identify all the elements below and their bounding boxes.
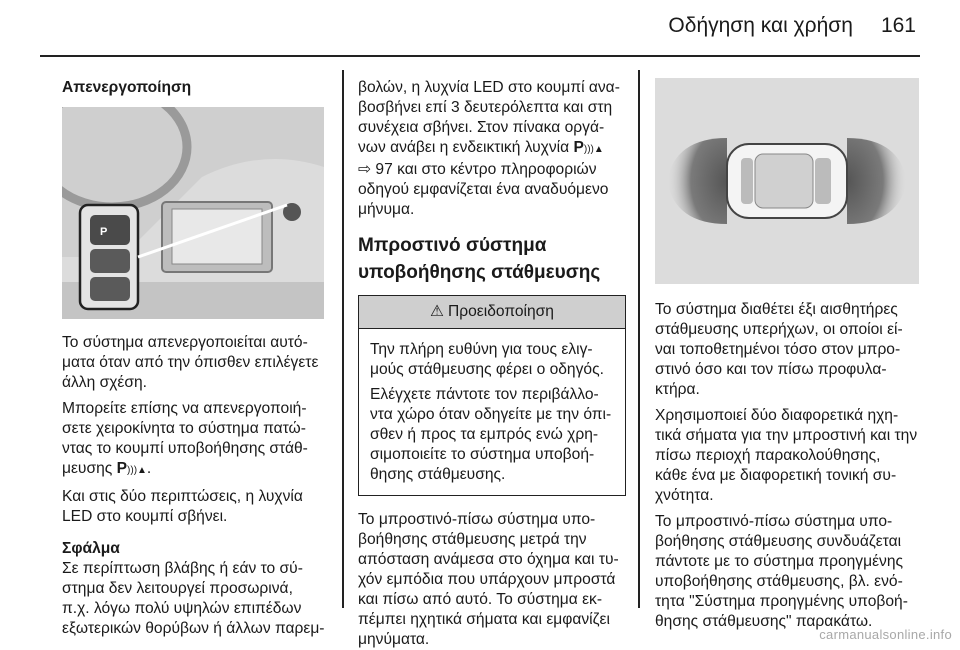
warning-line: Ελέγχετε πάντοτε τον περιβάλλο- <box>370 386 599 403</box>
cont-line <box>358 138 626 160</box>
warning-line: ντα χώρο όταν οδηγείτε με την όπι- <box>370 406 612 423</box>
cont-line <box>358 160 626 180</box>
para-line: μηνύματα. <box>358 631 430 648</box>
cont-line: βοσβήνει επί 3 δευτερόλεπτα και στη <box>358 99 613 116</box>
warning-line: σιμοποιείτε το σύστημα υποβοή- <box>370 446 595 463</box>
p2-line: Χρησιμοποιεί δύο διαφορετικά ηχη- <box>655 407 899 424</box>
warning-line: θησης στάθμευσης. <box>370 466 506 483</box>
cont-text: νων ανάβει η ενδεικτική λυχνία <box>358 139 570 156</box>
warning-line: μούς στάθμευσης φέρει ο οδηγός. <box>370 361 604 378</box>
p2-line: πίσω περιοχή παρακολούθησης, <box>655 447 881 464</box>
svg-text:P: P <box>100 226 108 238</box>
para-line: βοήθησης στάθμευσης μετρά την <box>358 531 587 548</box>
error-line: στημα δεν λειτουργεί προσωρινά, <box>62 580 293 597</box>
error-line: εξωτερικών θορύβων ή άλλων παρεμ- <box>62 620 325 637</box>
error-line: π.χ. λόγω πολύ υψηλών επιπέδων <box>62 600 302 617</box>
column-divider-2 <box>638 70 640 608</box>
park-assist-button-illustration <box>62 107 324 319</box>
section-heading: Μπροστινό σύστημα <box>358 235 547 256</box>
p2-line: τικά σήματα για την μπροστινή και την <box>655 427 918 444</box>
p3-line: τητα "Σύστημα προηγμένης υποβοή- <box>655 593 908 610</box>
p3-line: Το μπροστινό-πίσω σύστημα υπο- <box>655 513 893 530</box>
car-sensor-coverage-illustration <box>655 78 919 284</box>
park-waves-icon: )))▲ <box>583 144 604 155</box>
warning-header <box>359 296 625 329</box>
para1-line: άλλη σχέση. <box>62 374 148 391</box>
para3-line: Και στις δύο περιπτώσεις, η λυχνία <box>62 488 303 505</box>
column-3 <box>655 78 921 632</box>
p3-line: πάντοτε με το σύστημα προηγμένης <box>655 553 904 570</box>
p2-line: κάθε ένα με διαφορετική τονική συ- <box>655 467 897 484</box>
column-1 <box>62 78 328 639</box>
p3-line: θησης στάθμευσης" παρακάτω. <box>655 613 873 630</box>
warning-box <box>358 295 626 496</box>
page-ref-icon[interactable]: ⇨ <box>358 161 372 178</box>
section-title: Απενεργοποίηση <box>62 79 192 96</box>
park-assist-symbol: P <box>116 460 128 477</box>
para2-text: μευσης <box>62 460 113 477</box>
cont-line: συνέχεια σβήνει. Στον πίνακα οργά- <box>358 119 605 136</box>
error-title: Σφάλμα <box>62 540 120 557</box>
warning-line: Την πλήρη ευθύνη για τους ελιγ- <box>370 341 593 358</box>
header-rule <box>40 55 920 57</box>
error-line: Σε περίπτωση βλάβης ή εάν το σύ- <box>62 560 303 577</box>
warning-body <box>359 329 625 495</box>
para1-line: ματα όταν από την όπισθεν επιλέγετε <box>62 354 319 371</box>
p1-line: ναι τοποθετημένοι τόσο στον μπρο- <box>655 341 901 358</box>
para2-line: σετε χειροκίνητα το σύστημα πατώ- <box>62 420 306 437</box>
column-divider-1 <box>342 70 344 608</box>
para-line: πέμπει ηχητικά σήματα και εμφανίζει <box>358 611 610 628</box>
para2-line: Μπορείτε επίσης να απενεργοποιή- <box>62 400 307 417</box>
p1-line: στάθμευσης υπερήχων, οι οποίοι εί- <box>655 321 903 338</box>
p2-line: χνότητα. <box>655 487 714 504</box>
page-ref-text: 97 και στο κέντρο πληροφοριών <box>375 161 597 178</box>
header-title: Οδήγηση και χρήση <box>668 14 853 37</box>
para2-end: . <box>146 460 152 477</box>
para1-line: Το σύστημα απενεργοποιείται αυτό- <box>62 334 308 351</box>
page-header <box>668 14 916 38</box>
para-line: απόσταση ανάμεσα στο όχημα και τυ- <box>358 551 619 568</box>
p3-line: υποβοήθησης στάθμευσης, βλ. ενό- <box>655 573 903 590</box>
sensor-diagram <box>655 78 919 284</box>
page-number: 161 <box>880 14 916 37</box>
para2-line <box>62 459 328 481</box>
p1-line: στινό όσο και τον πίσω προφυλα- <box>655 361 887 378</box>
cont-line: μήνυμα. <box>358 201 415 218</box>
section-heading: υποβοήθησης στάθμευσης <box>358 262 601 283</box>
p1-line: κτήρα. <box>655 381 700 398</box>
p1-line: Το σύστημα διαθέτει έξι αισθητήρες <box>655 301 898 318</box>
para-line: χόν εμπόδια που υπάρχουν μπροστά <box>358 571 616 588</box>
park-waves-icon: )))▲ <box>127 465 147 476</box>
column-2 <box>358 78 626 650</box>
para3-line: LED στο κουμπί σβήνει. <box>62 508 228 525</box>
watermark: carmanualsonline.info <box>819 627 952 642</box>
para-line: Το μπροστινό-πίσω σύστημα υπο- <box>358 511 596 528</box>
cont-line: βολών, η λυχνία LED στο κουμπί ανα- <box>358 79 620 96</box>
cont-line: οδηγού εμφανίζεται ένα αναδυόμενο <box>358 181 609 198</box>
warning-triangle-icon: ⚠ <box>430 303 444 320</box>
dashboard-illustration <box>62 107 324 319</box>
p3-line: βοήθησης στάθμευσης συνδυάζεται <box>655 533 902 550</box>
warning-line: σθεν ή προς τα εμπρός ενώ χρη- <box>370 426 599 443</box>
para-line: και πίσω από αυτό. Το σύστημα εκ- <box>358 591 603 608</box>
warning-title: Προειδοποίηση <box>447 303 554 320</box>
park-assist-symbol: P <box>573 139 584 156</box>
para2-line: ντας το κουμπί υποβοήθησης στάθ- <box>62 440 308 457</box>
